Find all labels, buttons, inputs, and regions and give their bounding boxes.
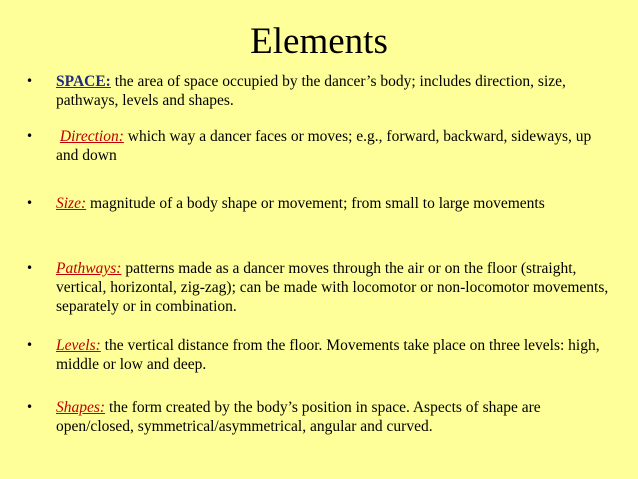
term-direction: Direction: — [59, 128, 124, 145]
bullet-text — [56, 259, 611, 316]
bullet-dot: • — [26, 261, 34, 275]
definition-levels: the vertical distance from the floor. Movements take place on three levels: high, middle or low and deep. — [56, 337, 600, 373]
term-shapes: Shapes: — [56, 399, 106, 416]
bullet-dot: • — [26, 196, 34, 210]
bullet-dot: • — [26, 129, 34, 143]
bullet-dot: • — [26, 74, 34, 88]
definition-shapes: the form created by the body’s position in space. Aspects of shape are open/closed, symmetrical/asymmetrical, angular and curved. — [56, 399, 541, 435]
bullet-dot: • — [26, 338, 34, 352]
bullet-text — [56, 398, 611, 436]
term-size: Size: — [56, 195, 87, 212]
bullet-text — [56, 72, 611, 110]
definition-size: magnitude of a body shape or movement; from small to large movements — [86, 195, 545, 212]
definition-space: the area of space occupied by the dancer’s body; includes direction, size, pathways, levels and shapes. — [56, 73, 566, 109]
definition-pathways: patterns made as a dancer moves through the air or on the floor (straight, vertical, horizontal, zig-zag); can be made with locomotor or non-locomotor movements, separately or in combination. — [56, 260, 609, 315]
term-levels: Levels: — [56, 337, 101, 354]
term-space: SPACE: — [56, 73, 111, 90]
bullet-text — [56, 127, 611, 165]
bullet-text — [56, 194, 611, 213]
slide-title: Elements — [250, 21, 388, 62]
bullet-text — [56, 336, 611, 374]
bullet-dot: • — [26, 400, 34, 414]
definition-direction: which way a dancer faces or moves; e.g., forward, backward, sideways, up and down — [56, 128, 592, 164]
term-pathways: Pathways: — [56, 260, 122, 277]
